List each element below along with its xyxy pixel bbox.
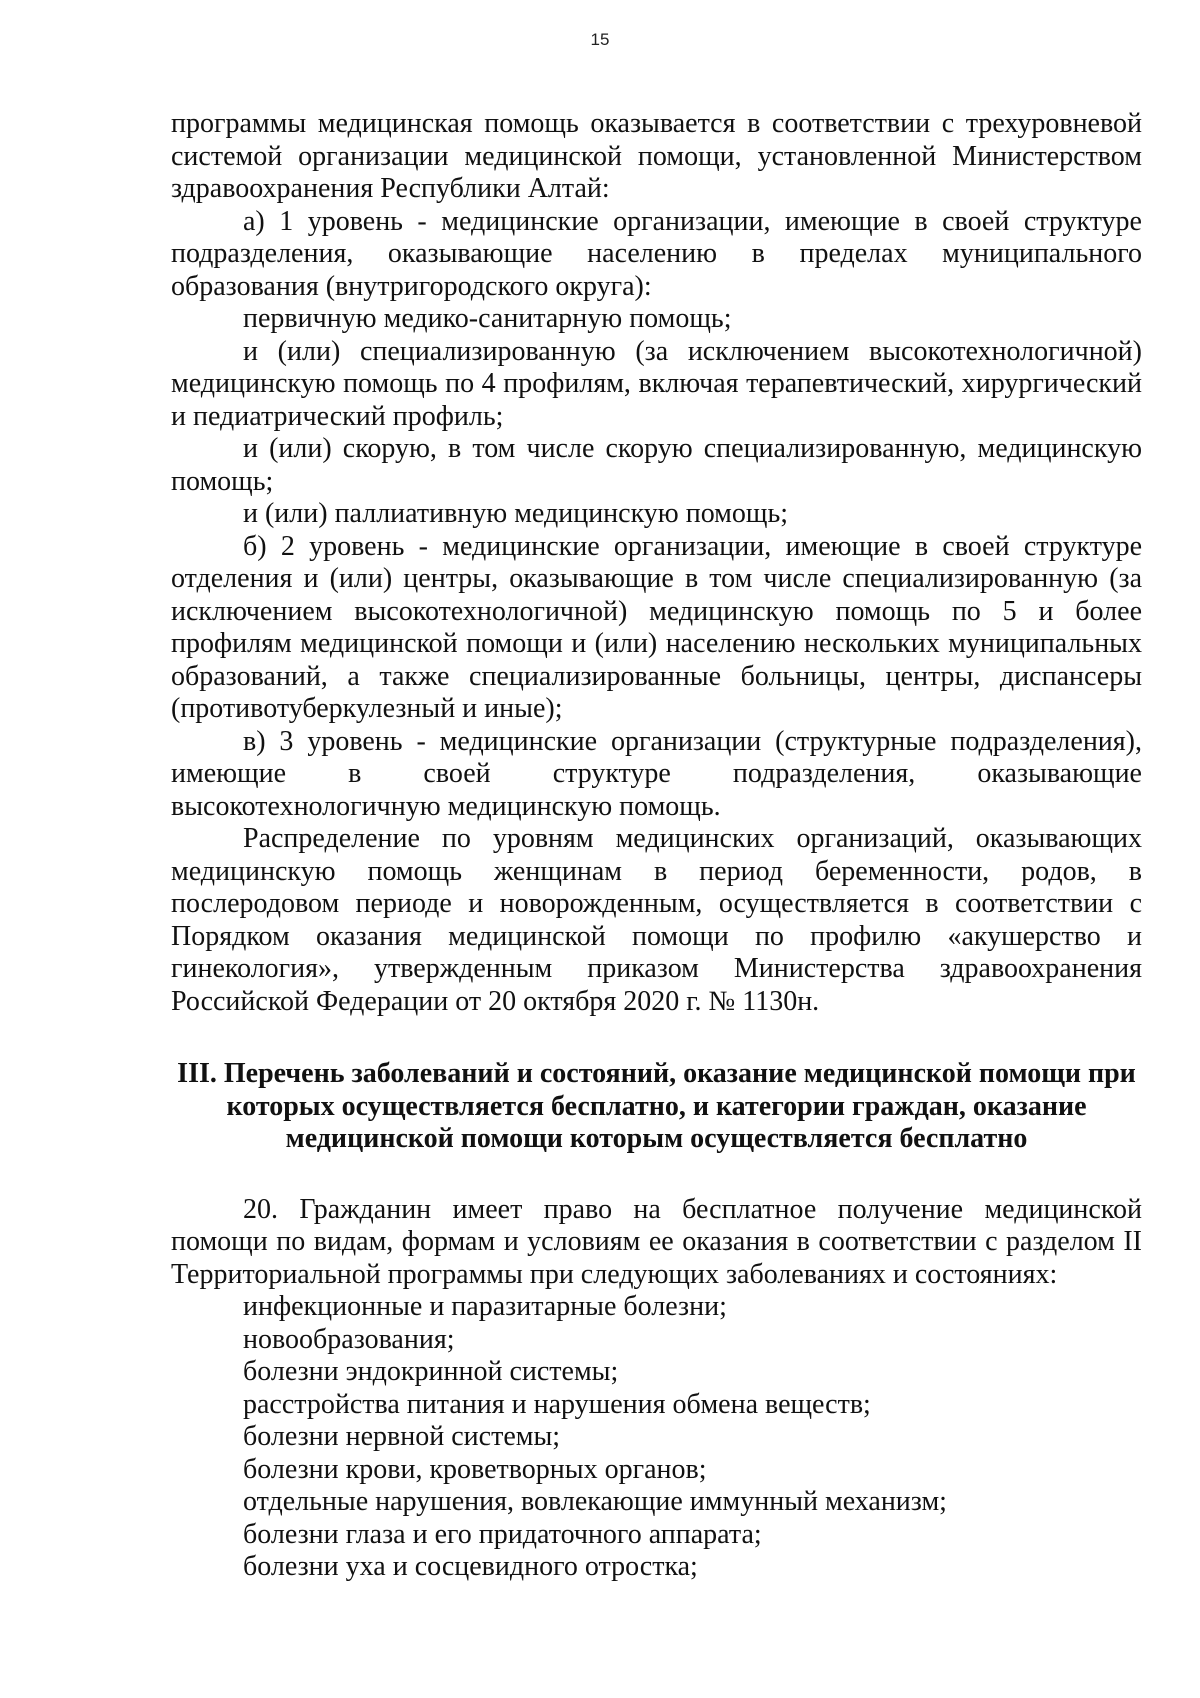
section-title: III. Перечень заболеваний и состояний, оказание медицинской помощи при которых осуществляется бесплатно, и категории граждан, оказание медицинской помощи которым осуществляется бесплатно [177,1058,1136,1154]
list-item: болезни эндокринной системы; [243,1356,619,1387]
paragraph-emergency-care: и (или) скорую, в том числе скорую специализированную, медицинскую помощь; [171,433,1142,497]
list-item: болезни крови, кроветворных органов; [243,1453,707,1485]
disease-list [171,1291,1142,1584]
paragraph-level-3: в) 3 уровень - медицинские организации (структурные подразделения), имеющие в своей структуре подразделения, оказывающие высокотехнологичную медицинскую помощь. [171,725,1142,822]
paragraph-specialized-care: и (или) специализированную (за исключением высокотехнологичной) медицинскую помощь по 4 профилям, включая терапевтический, хирургический и педиатрический профиль; [171,335,1142,432]
paragraph-primary-care: первичную медико-санитарную помощь; [243,303,732,334]
paragraph-distribution: Распределение по уровням медицинских организаций, оказывающих медицинскую помощь женщинам в период беременности, родов, в послеродовом периоде и новорожденным, осуществляется в соответствии с Порядком оказания медицинской помощи по профилю «акушерство и гинекология», утвержденным приказом Министерства здравоохранения Российской Федерации от 20 октября 2020 г. № 1130н. [171,823,1142,1017]
paragraph-level-1: а) 1 уровень - медицинские организации, имеющие в своей структуре подразделения, оказывающие населению в пределах муниципального образования (внутригородского округа): [171,205,1142,302]
list-item: болезни уха и сосцевидного отростка; [243,1551,698,1582]
list-item: новообразования; [243,1323,455,1355]
paragraph-20: 20. Гражданин имеет право на бесплатное получение медицинской помощи по видам, формам и условиям ее оказания в соответствии с разделом II Территориальной программы при следующих заболеваниях и состояниях: [171,1193,1142,1290]
page-number: 15 [590,30,610,49]
document-body [171,108,1142,1584]
list-item: болезни глаза и его придаточного аппарата; [243,1518,762,1550]
list-item: расстройства питания и нарушения обмена веществ; [243,1388,871,1420]
paragraph-continuation: программы медицинская помощь оказывается в соответствии с трехуровневой системой организации медицинской помощи, установленной Министерством здравоохранения Республики Алтай: [171,108,1142,204]
list-item: инфекционные и паразитарные болезни; [243,1291,727,1322]
list-item: отдельные нарушения, вовлекающие иммунный механизм; [243,1486,947,1517]
list-item: болезни нервной системы; [243,1421,561,1452]
paragraph-palliative-care: и (или) паллиативную медицинскую помощь; [243,498,789,529]
paragraph-level-2: б) 2 уровень - медицинские организации, имеющие в своей структуре отделения и (или) центры, оказывающие в том числе специализированную (за исключением высокотехнологичной) медицинскую помощь по 5 и более профилям медицинской помощи и (или) населению нескольких муниципальных образований, а также специализированные больницы, центры, диспансеры (противотуберкулезный и иные); [171,530,1142,724]
